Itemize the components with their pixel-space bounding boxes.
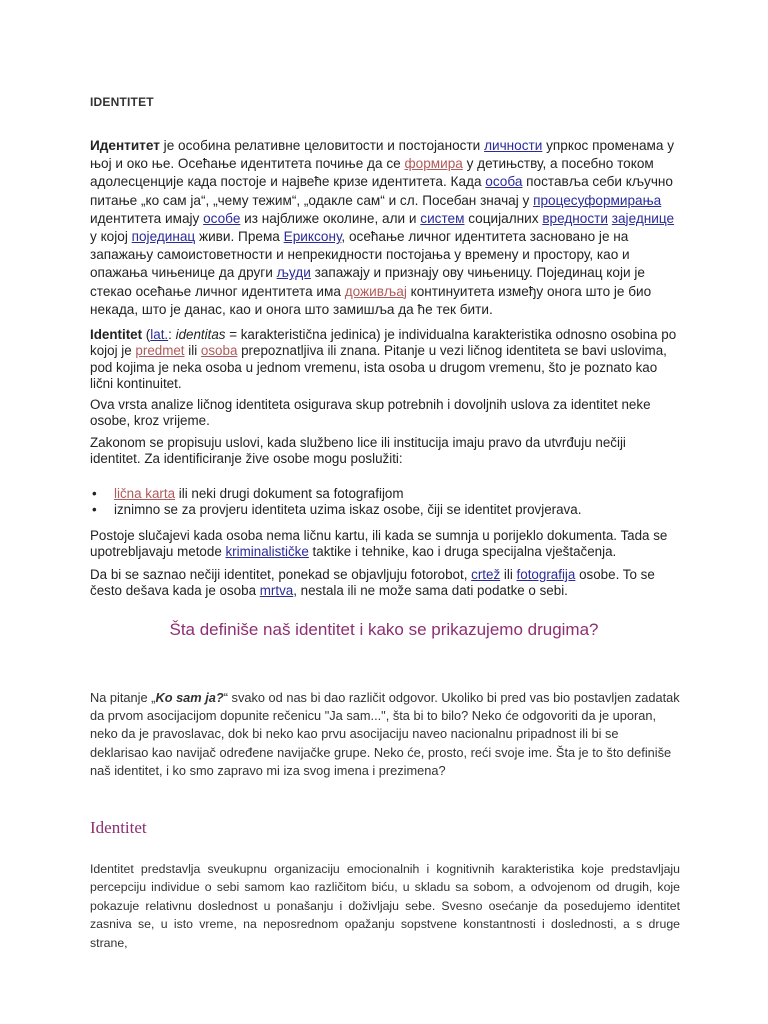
term-bold: Идентитет: [90, 138, 160, 153]
link-osoba-lat[interactable]: osoba: [200, 343, 238, 359]
link-mrtva[interactable]: mrtva: [259, 583, 294, 599]
paragraph-who-am-i: Na pitanje „Ko sam ja?“ svako od nas bi dao različit odgovor. Ukoliko bi pred vas bio postavljen zadatak da prvom asocijacijom dopunite rečenicu "Ja sam...", šta bi to bilo? Neko će odgovoriti da je uporan, neko da je pravoslavac, dok bi neko kao prvu asocijaciju naveo nacionalnu pripadnost ili bi se deklarisao kao navijač određene navijačke grupe. Neko će, prosto, reći svoje ime. Šta je to što definiše naš identitet, i ko smo zapravo mi iza svog imena i prezimena?: [90, 690, 680, 778]
link-vrednosti[interactable]: вредности: [542, 210, 608, 226]
link-osoba[interactable]: особа: [485, 174, 523, 190]
link-fotografija[interactable]: fotografija: [516, 567, 576, 582]
link-formira[interactable]: формира: [404, 156, 463, 172]
list-item: • lična karta ili neki drugi dokument sa fotografijom: [90, 486, 680, 502]
paragraph-photo: Da bi se saznao nečiji identitet, ponekad se objavljuju fotorobot, crtež ili fotografija osobe. To se često dešava kada je osoba mrtva, nestala ili ne može sama dati podatke o sebi.: [90, 567, 655, 599]
link-pojedinac[interactable]: појединац: [131, 229, 196, 245]
identification-list: [90, 486, 680, 519]
link-licna-karta[interactable]: lična karta: [114, 486, 176, 501]
section-heading-identitet: Identitet: [90, 818, 147, 837]
link-predmet[interactable]: predmet: [135, 343, 185, 359]
term-bold: Identitet: [90, 327, 143, 342]
link-osobe[interactable]: особе: [203, 210, 241, 226]
link-crtez[interactable]: crtež: [471, 567, 501, 582]
link-kriminalisticke[interactable]: kriminalističke: [225, 544, 309, 560]
link-zajednice[interactable]: заједнице: [611, 210, 675, 226]
document-title: IDENTITET: [90, 95, 154, 109]
paragraph-latin-definition: Identitet (lat.: identitas = karakteristična jedinica) je individualna karakteristika odnosno osobina po kojoj je predmet ili osoba prepoznatljiva ili znana. Pitanje u vezi ličnog identiteta se bavi uslovima, pod kojima je neka osoba u jednom vremenu, ista osoba u drugom vremenu, što je poznato kao lični kontinuitet.: [90, 327, 677, 392]
paragraph-law: Zakonom se propisuju uslovi, kada službeno lice ili institucija imaju pravo da utvrđuju nečiji identitet. Za identificiranje žive osobe mogu poslužiti:: [90, 435, 626, 467]
link-licnosti[interactable]: личности: [484, 138, 543, 153]
section-heading-question: Šta definiše naš identitet i kako se prikazujemo drugima?: [169, 620, 599, 639]
paragraph-serbian-cyrillic: Идентитет је особина релативне целовитости и постојаности личности упркос променама у њој и око ње. Осећање идентитета почиње да се формира у детињству, а посебно током адолесценције када постоје и највеће кризе идентитета. Када особа поставља себи кључно питање „ко сам ја“, „чему тежим“, „одакле сам“ и сл. Посебан значај у процесуформирања идентитета имају особе из најближе околине, али и систем социјалних вредности заједнице у којој појединац живи. Према Ериксону, осећање личног идентитета засновано је на запажању самоистоветности и непрекидности постојања у времену и простору, као и опажања чињенице да други људи запажају и признају ову чињеницу. Појединац који је стекао осећање личног идентитета има доживљај континуитета између онога што је био некада, што је данас, као и онога што замишља да ће тек бити.: [90, 138, 675, 317]
link-eriksonu[interactable]: Ериксону: [283, 229, 342, 245]
link-sistem[interactable]: систем: [420, 210, 465, 226]
list-item: • iznimno se za provjeru identiteta uzima iskaz osobe, čiji se identitet provjerava.: [90, 502, 680, 518]
paragraph-analysis: Ova vrsta analize ličnog identiteta osigurava skup potrebnih i dovoljnih uslova za identitet neke osobe, kroz vrijeme.: [90, 397, 651, 429]
link-procesuformiranja[interactable]: процесуформирања: [533, 192, 662, 208]
paragraph-cases: Postoje slučajevi kada osoba nema ličnu kartu, ili kada se sumnja u porijeklo dokumenta. Tada se upotrebljavaju metode kriminalističke taktike i tehnike, kao i druga specijalna vještačenja.: [90, 528, 668, 560]
paragraph-identity-definition: Identitet predstavlja sveukupnu organizaciju emocionalnih i kognitivnih karakteristika koje predstavljaju percepciju individue o sebi samom kao različitom biću, u skladu sa sobom, a odvojenom od drugih, koje pokazuje relativnu doslednost u ponašanju i doživljaju sebe. Svesno osećanje da posedujemo identitet zasniva se, u isto vreme, na neposrednom opažanju sopstvene konstantnosti i doslednosti, a s druge strane,: [90, 862, 680, 950]
link-dozivljaj[interactable]: доживљај: [344, 283, 407, 299]
link-ljudi[interactable]: људи: [276, 265, 311, 281]
link-lat[interactable]: lat.: [150, 327, 169, 342]
